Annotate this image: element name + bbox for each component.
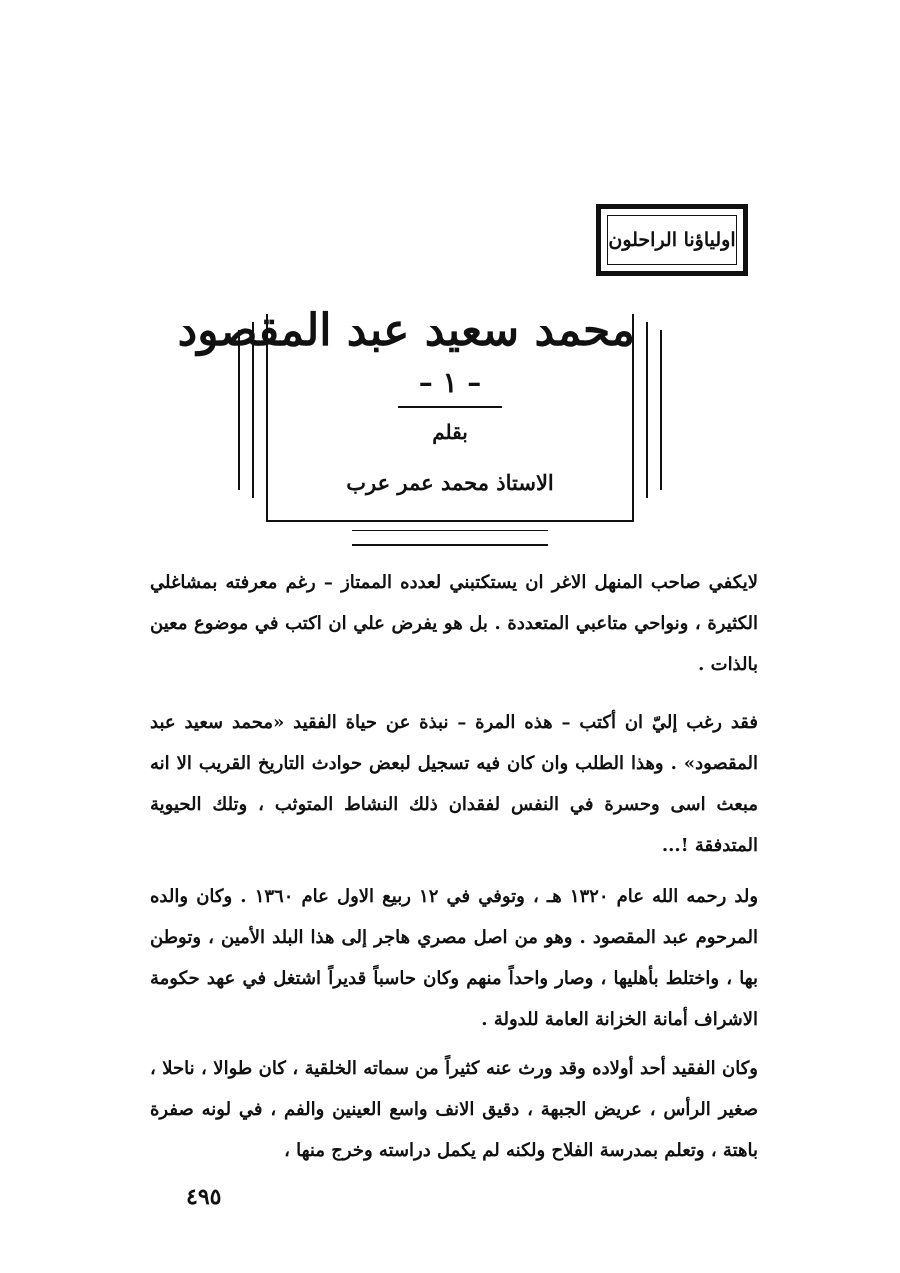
article-title: محمد سعيد عبد المقصود (177, 305, 635, 356)
series-label-box (596, 204, 748, 276)
page-number: ٤٩٥ (186, 1184, 222, 1210)
part-number: – ١ – (418, 366, 482, 399)
paragraph-1: لايكفي صاحب المنهل الاغر ان يستكتبني لعدده الممتاز – رغم معرفته بمشاغلي الكثيرة ، ونواحي متاعبي المتعددة . بل هو يفرض علي ان اكتب في موضوع معين بالذات . (150, 572, 758, 675)
frame-right-mid (646, 322, 648, 498)
frame-underline-1 (352, 530, 548, 531)
paragraph-3: ولد رحمه الله عام ١٣٢٠ هـ ، وتوفي في ١٢ ربيع الاول عام ١٣٦٠ . وكان والده المرحوم عبد المقصود . وهو من اصل مصري هاجر إلى هذا البلد الأمين ، وتوطن بها ، واختلط بأهليها ، وصار واحداً منهم وكان حاسباً قديراً اشتغل في عهد حكومة الاشراف أمانة الخزانة العامة للدولة . (150, 886, 759, 1030)
frame-underline-2 (352, 544, 548, 546)
series-label: اولياؤنا الراحلون (608, 229, 736, 251)
paragraph-4: وكان الفقيد أحد أولاده وقد ورث عنه كثيراً من سماته الخلقية ، كان طوالا ، ناحلا ، صغير الرأس ، عريض الجبهة ، دقيق الانف واسع العينين والفم ، في لونه صفرة باهتة ، وتعلم بمدرسة الفلاح ولكنه لم يكمل دراسته وخرج منها ، (150, 1058, 758, 1161)
frame-right-outer (660, 330, 662, 490)
byline-label: بقلم (432, 420, 468, 444)
frame-bottom-line (266, 520, 634, 522)
author-name: الاستاذ محمد عمر عرب (346, 470, 554, 495)
part-underline (398, 406, 502, 408)
paragraph-2: فقد رغب إليّ ان أكتب – هذه المرة – نبذة عن حياة الفقيد «محمد سعيد عبد المقصود» . وهذا الطلب وان كان فيه تسجيل لبعض حوادث التاريخ القريب الا انه مبعث اسى وحسرة في النفس لفقدان ذلك النشاط المتوثب ، وتلك الحيوية المتدفقة !... (150, 712, 759, 856)
